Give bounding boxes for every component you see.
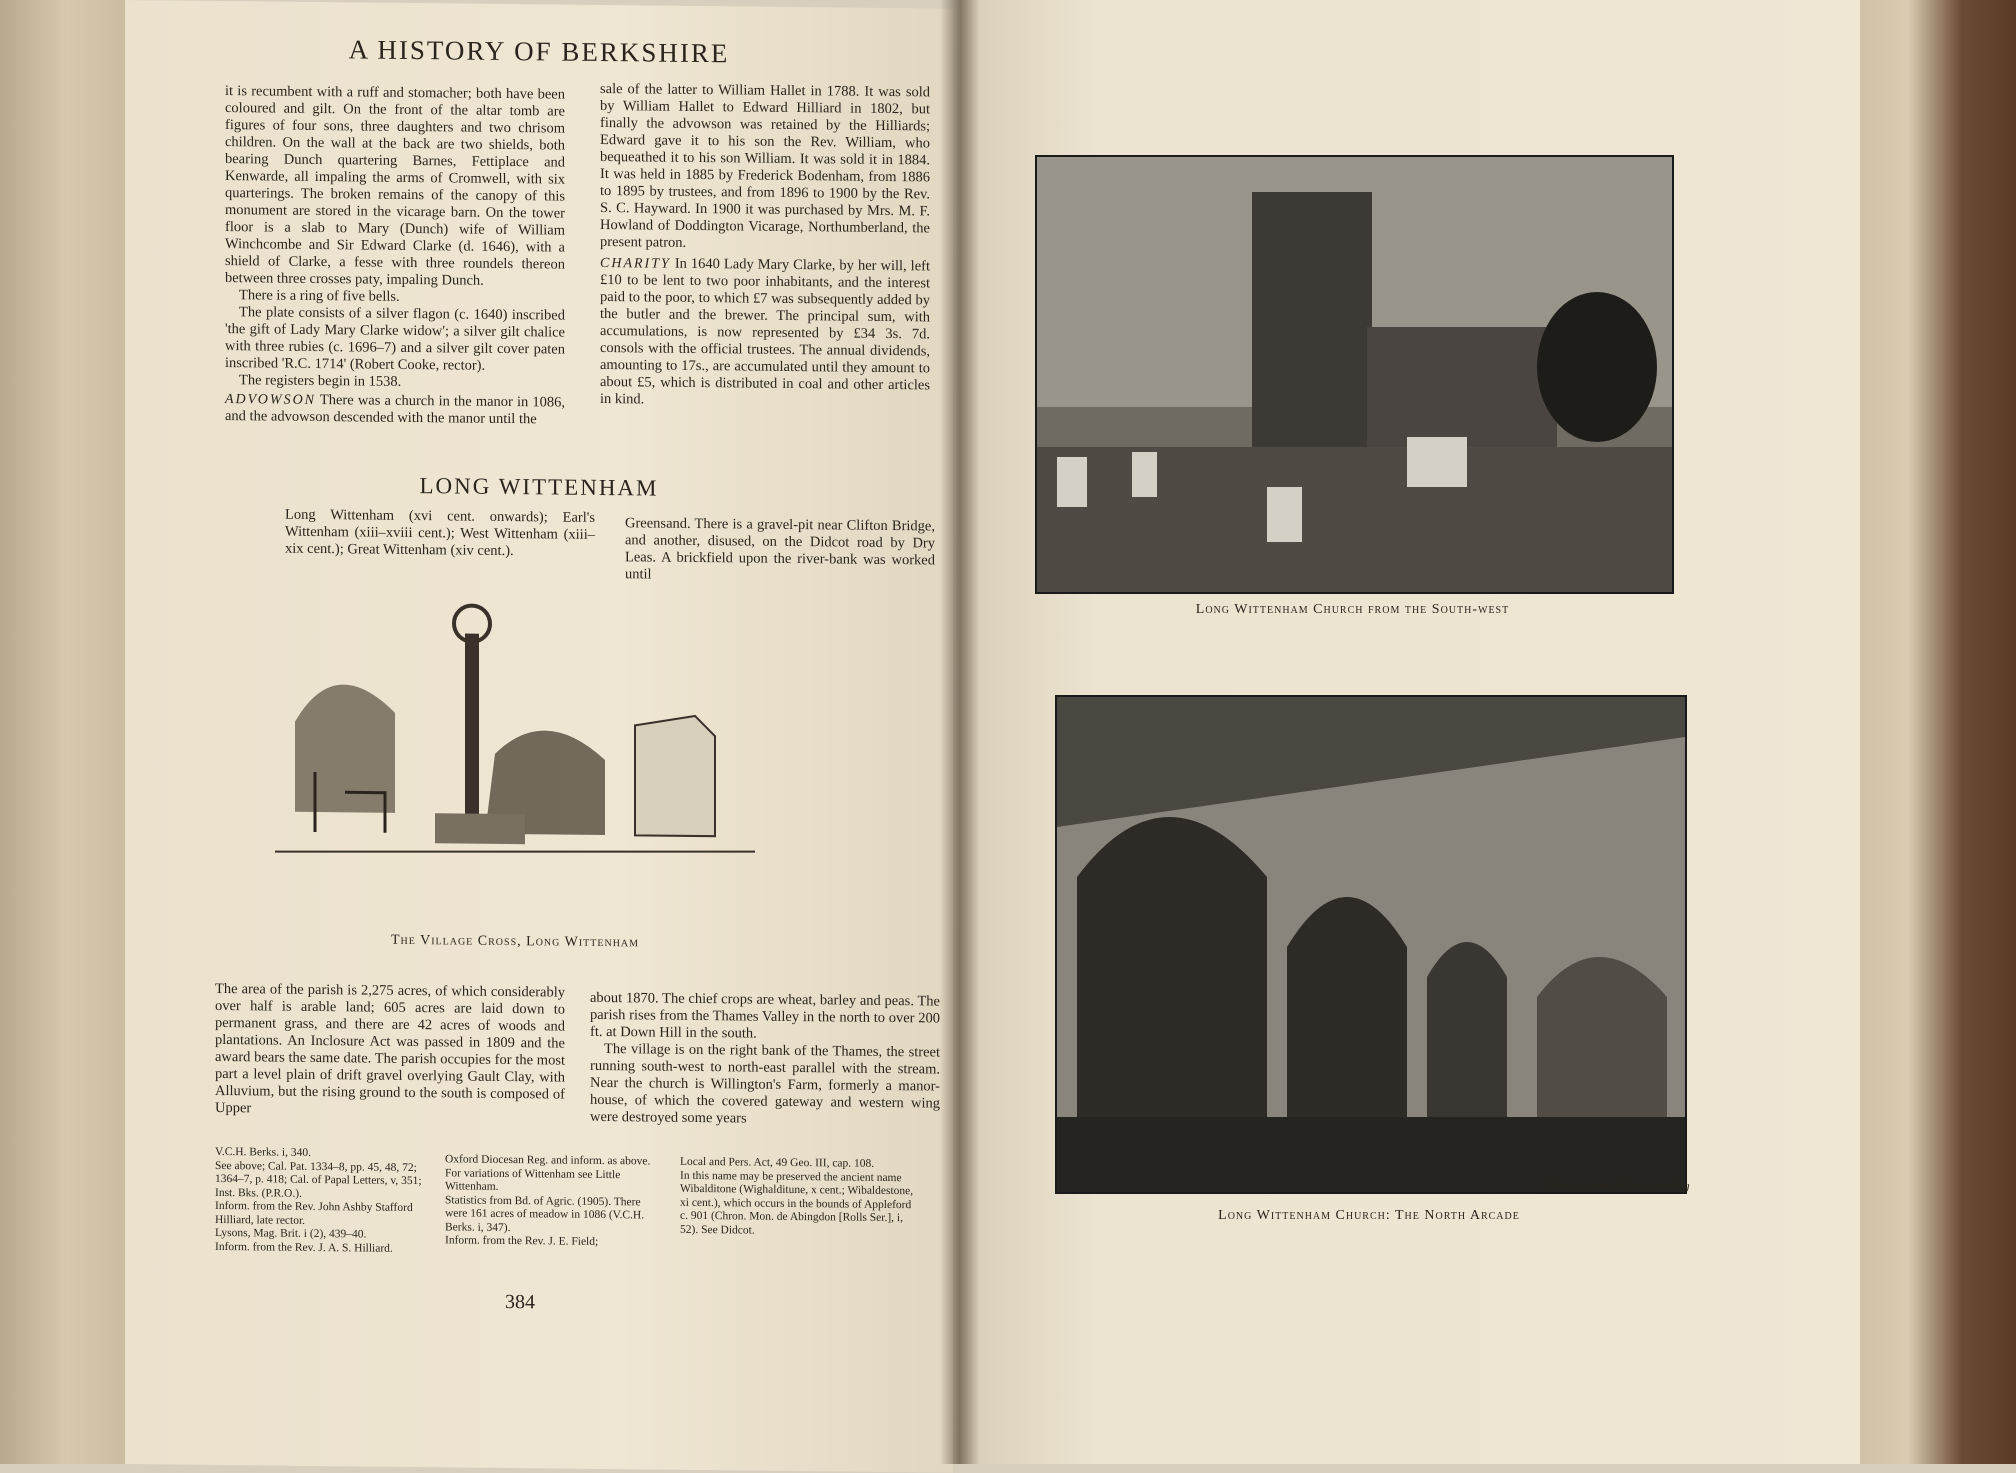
- book-cover-edge: [1836, 0, 2016, 1464]
- footnotes-column-1: [215, 1146, 430, 1256]
- plate-paragraph: The plate consists of a silver flagon (c. 1640) inscribed 'the gift of Lady Mary Clarke widow'; a silver gilt chalice with three rubies (c. 1696–7) and a silver gilt cover paten inscribed 'R.C. 1714' (Robert Cooke, rector).: [225, 304, 565, 374]
- footnote: Inform. from the Rev. John Ashby Stafford Hilliard, late rector.: [215, 1199, 413, 1227]
- footnote: In this name may be preserved the ancient name Wibalditone (Wighalditune, x cent.; Wibaldestone, xi cent.), which occurs in the bounds of Appleford c. 901 (Chron. Mon. de Abingdon [Rolls Ser.], i, 52). See Didcot.: [680, 1169, 914, 1237]
- body-left: The area of the parish is 2,275 acres, of which considerably over half is arable land; 605 acres are laid down to permanent grass, and there are 42 acres of woods and plantations. An Inclosure Act was passed in 1809 and the award bears the same date. The parish occupies for the most part a level plain of drift gravel overlying Gault Clay, with Alluvium, but the rising ground to the south is composed of Upper: [215, 980, 565, 1117]
- footnote: Oxford Diocesan Reg. and inform. as above.: [445, 1153, 651, 1168]
- section-title: LONG WITTENHAM: [419, 473, 659, 501]
- church-interior-photo: [1055, 695, 1687, 1194]
- church-exterior-photo: [1035, 155, 1674, 594]
- intro-left: Long Wittenham (xvi cent. onwards); Earl's Wittenham (xiii–xviii cent.); West Wittenham (xiii–xix cent.); Great Wittenham (xiv cent.).: [285, 506, 595, 560]
- sketch-caption: The Village Cross, Long Wittenham: [390, 932, 640, 951]
- footnote: V.C.H. Berks. i, 340.: [215, 1145, 311, 1159]
- page-number: 384: [505, 1290, 535, 1314]
- footnote: Statistics from Bd. of Agric. (1905). There were 161 acres of meadow in 1086 (V.C.H. Berks. i, 347).: [445, 1193, 645, 1234]
- running-head: A HISTORY OF BERKSHIRE: [348, 34, 730, 69]
- footnotes-column-2: [445, 1153, 660, 1250]
- intro-right: Greensand. There is a gravel-pit near Clifton Bridge, and another, disused, on the Didcot road by Dry Leas. A brickfield upon the river-bank was worked until: [625, 515, 935, 583]
- footnote: Inform. from the Rev. J. A. S. Hilliard.: [215, 1240, 393, 1255]
- column-1-top: [225, 83, 565, 429]
- village-cross-sketch: [275, 582, 755, 917]
- left-page: [125, 0, 953, 1473]
- photo2-caption: Long Wittenham Church: The North Arcade: [1218, 1208, 1520, 1223]
- registers-paragraph: The registers begin in 1538.: [239, 372, 402, 390]
- footnote: See above; Cal. Pat. 1334–8, pp. 45, 48, 72; 1364–7, p. 418; Cal. of Papal Letters, v, 351; Inst. Bks. (P.R.O.).: [215, 1159, 422, 1200]
- advowson-continued: sale of the latter to William Hallet in 1788. It was sold by William Hallet to Edward Hilliard in 1802, but finally the advowson was retained by the Hilliards; Edward gave it to his son the Rev. William, who bequeathed it to his son William. It was sold it in 1884. It was held in 1885 by Frederick Bodenham, from 1886 to 1895 by trustees, and from 1896 to 1900 by the Rev. S. C. Hayward. In 1900 it was purchased by Mrs. M. F. Howland of Doddington Vicarage, Northumberland, the present patron.: [600, 80, 930, 251]
- footnote: For variations of Wittenham see Little Wittenham.: [445, 1166, 621, 1193]
- photo1-caption: Long Wittenham Church from the South-west: [1195, 602, 1510, 617]
- advowson-label: ADVOWSON: [225, 392, 317, 409]
- footnotes-column-3: [680, 1156, 920, 1240]
- footnote: Local and Pers. Act, 49 Geo. III, cap. 108.: [680, 1155, 875, 1170]
- body-right-paragraph-1: about 1870. The chief crops are wheat, barley and peas. The parish rises from the Thames Valley in the north to over 200 ft. at Down Hill in the south.: [590, 989, 940, 1042]
- charity-paragraph: In 1640 Lady Mary Clarke, by her will, left £10 to be lent to two poor inhabitants, and the interest paid to the poor, to which £7 was subsequently added by the butler and the brewer. The principal sum, with accumulations, is now represented by £34 3s. 7d. consols with the official trustees. The annual dividends, amounting to 17s., are accumulated until they amount to about £5, which is distributed in coal and other articles in kind.: [600, 255, 930, 408]
- monument-paragraph: it is recumbent with a ruff and stomacher; both have been coloured and gilt. On the front of the altar tomb are figures of four sons, three daughters and two chrisom children. On the wall at the back are two shields, both bearing Dunch quartering Barnes, Fettiplace and Kenwarde, all impaling the arms of Cromwell, with six quarterings. The broken remains of the canopy of this monument are stored in the vicarage barn. On the tower floor is a slab to Mary (Dunch) wife of William Winchcombe and Sir Edward Clarke (d. 1646), with a shield of Clarke, a fesse with three roundels thereon between three crosses paty, impaling Dunch.: [225, 83, 565, 289]
- body-right: [590, 990, 940, 1130]
- advowson-paragraph: There was a church in the manor in 1086, and the advowson descended with the manor until the: [225, 392, 565, 428]
- footnote: Inform. from the Rev. J. E. Field;: [445, 1234, 599, 1248]
- bells-paragraph: There is a ring of five bells.: [239, 287, 400, 305]
- column-2-top: [600, 81, 930, 411]
- photo-credit: [Walton Adams & Sons, Reading: [1545, 1180, 1690, 1192]
- body-right-paragraph-2: The village is on the right bank of the Thames, the street running south-west to north-east parallel with the stream. Near the church is Willington's Farm, formerly a manor-house, of which the covered gateway and western wing were destroyed some years: [590, 1041, 940, 1127]
- footnote: Lysons, Mag. Brit. i (2), 439–40.: [215, 1226, 367, 1241]
- book-gutter: [940, 0, 980, 1464]
- right-page: [960, 0, 1860, 1464]
- charity-label: CHARITY: [600, 255, 671, 272]
